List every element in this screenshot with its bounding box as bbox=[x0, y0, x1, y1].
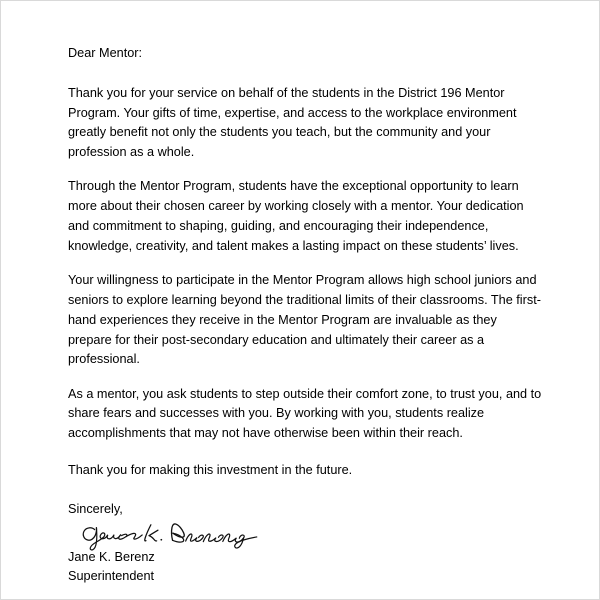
signoff: Sincerely, bbox=[68, 501, 123, 516]
paragraph-4: As a mentor, you ask students to step outside their comfort zone, to trust you, and to share fears and successes with you. By working with you, students realize accomplishments that may not have otherwise been within their reach. bbox=[68, 386, 542, 441]
signer-name: Jane K. Berenz bbox=[68, 549, 155, 564]
paragraph-2: Through the Mentor Program, students have the exceptional opportunity to learn more about their chosen career by working closely with a mentor. Your dedication and commitment to shaping, guiding, and encouraging their independence, knowledge, creativity, and talent makes a lasting impact on these students’ lives. bbox=[68, 179, 524, 253]
handwritten-signature-icon bbox=[72, 521, 272, 551]
closing-line: Thank you for making this investment in the future. bbox=[68, 463, 353, 478]
paragraph-1: Thank you for your service on behalf of the students in the District 196 Mentor Program. Your gifts of time, expertise, and access to the workplace environment greatly benefit not only the students you teach, but the community and your profession as a whole. bbox=[68, 85, 517, 160]
signature-block bbox=[68, 521, 544, 587]
signer-title: Superintendent bbox=[68, 568, 155, 583]
letter-body bbox=[68, 44, 544, 586]
paragraph-3: Your willingness to participate in the Mentor Program allows high school juniors and seniors to explore learning beyond the traditional limits of their classrooms. The first-hand experiences they receive in the Mentor Program are invaluable as they prepare for their post-secondary education and ultimately their career as a professional. bbox=[68, 273, 541, 367]
salutation: Dear Mentor: bbox=[68, 46, 143, 60]
